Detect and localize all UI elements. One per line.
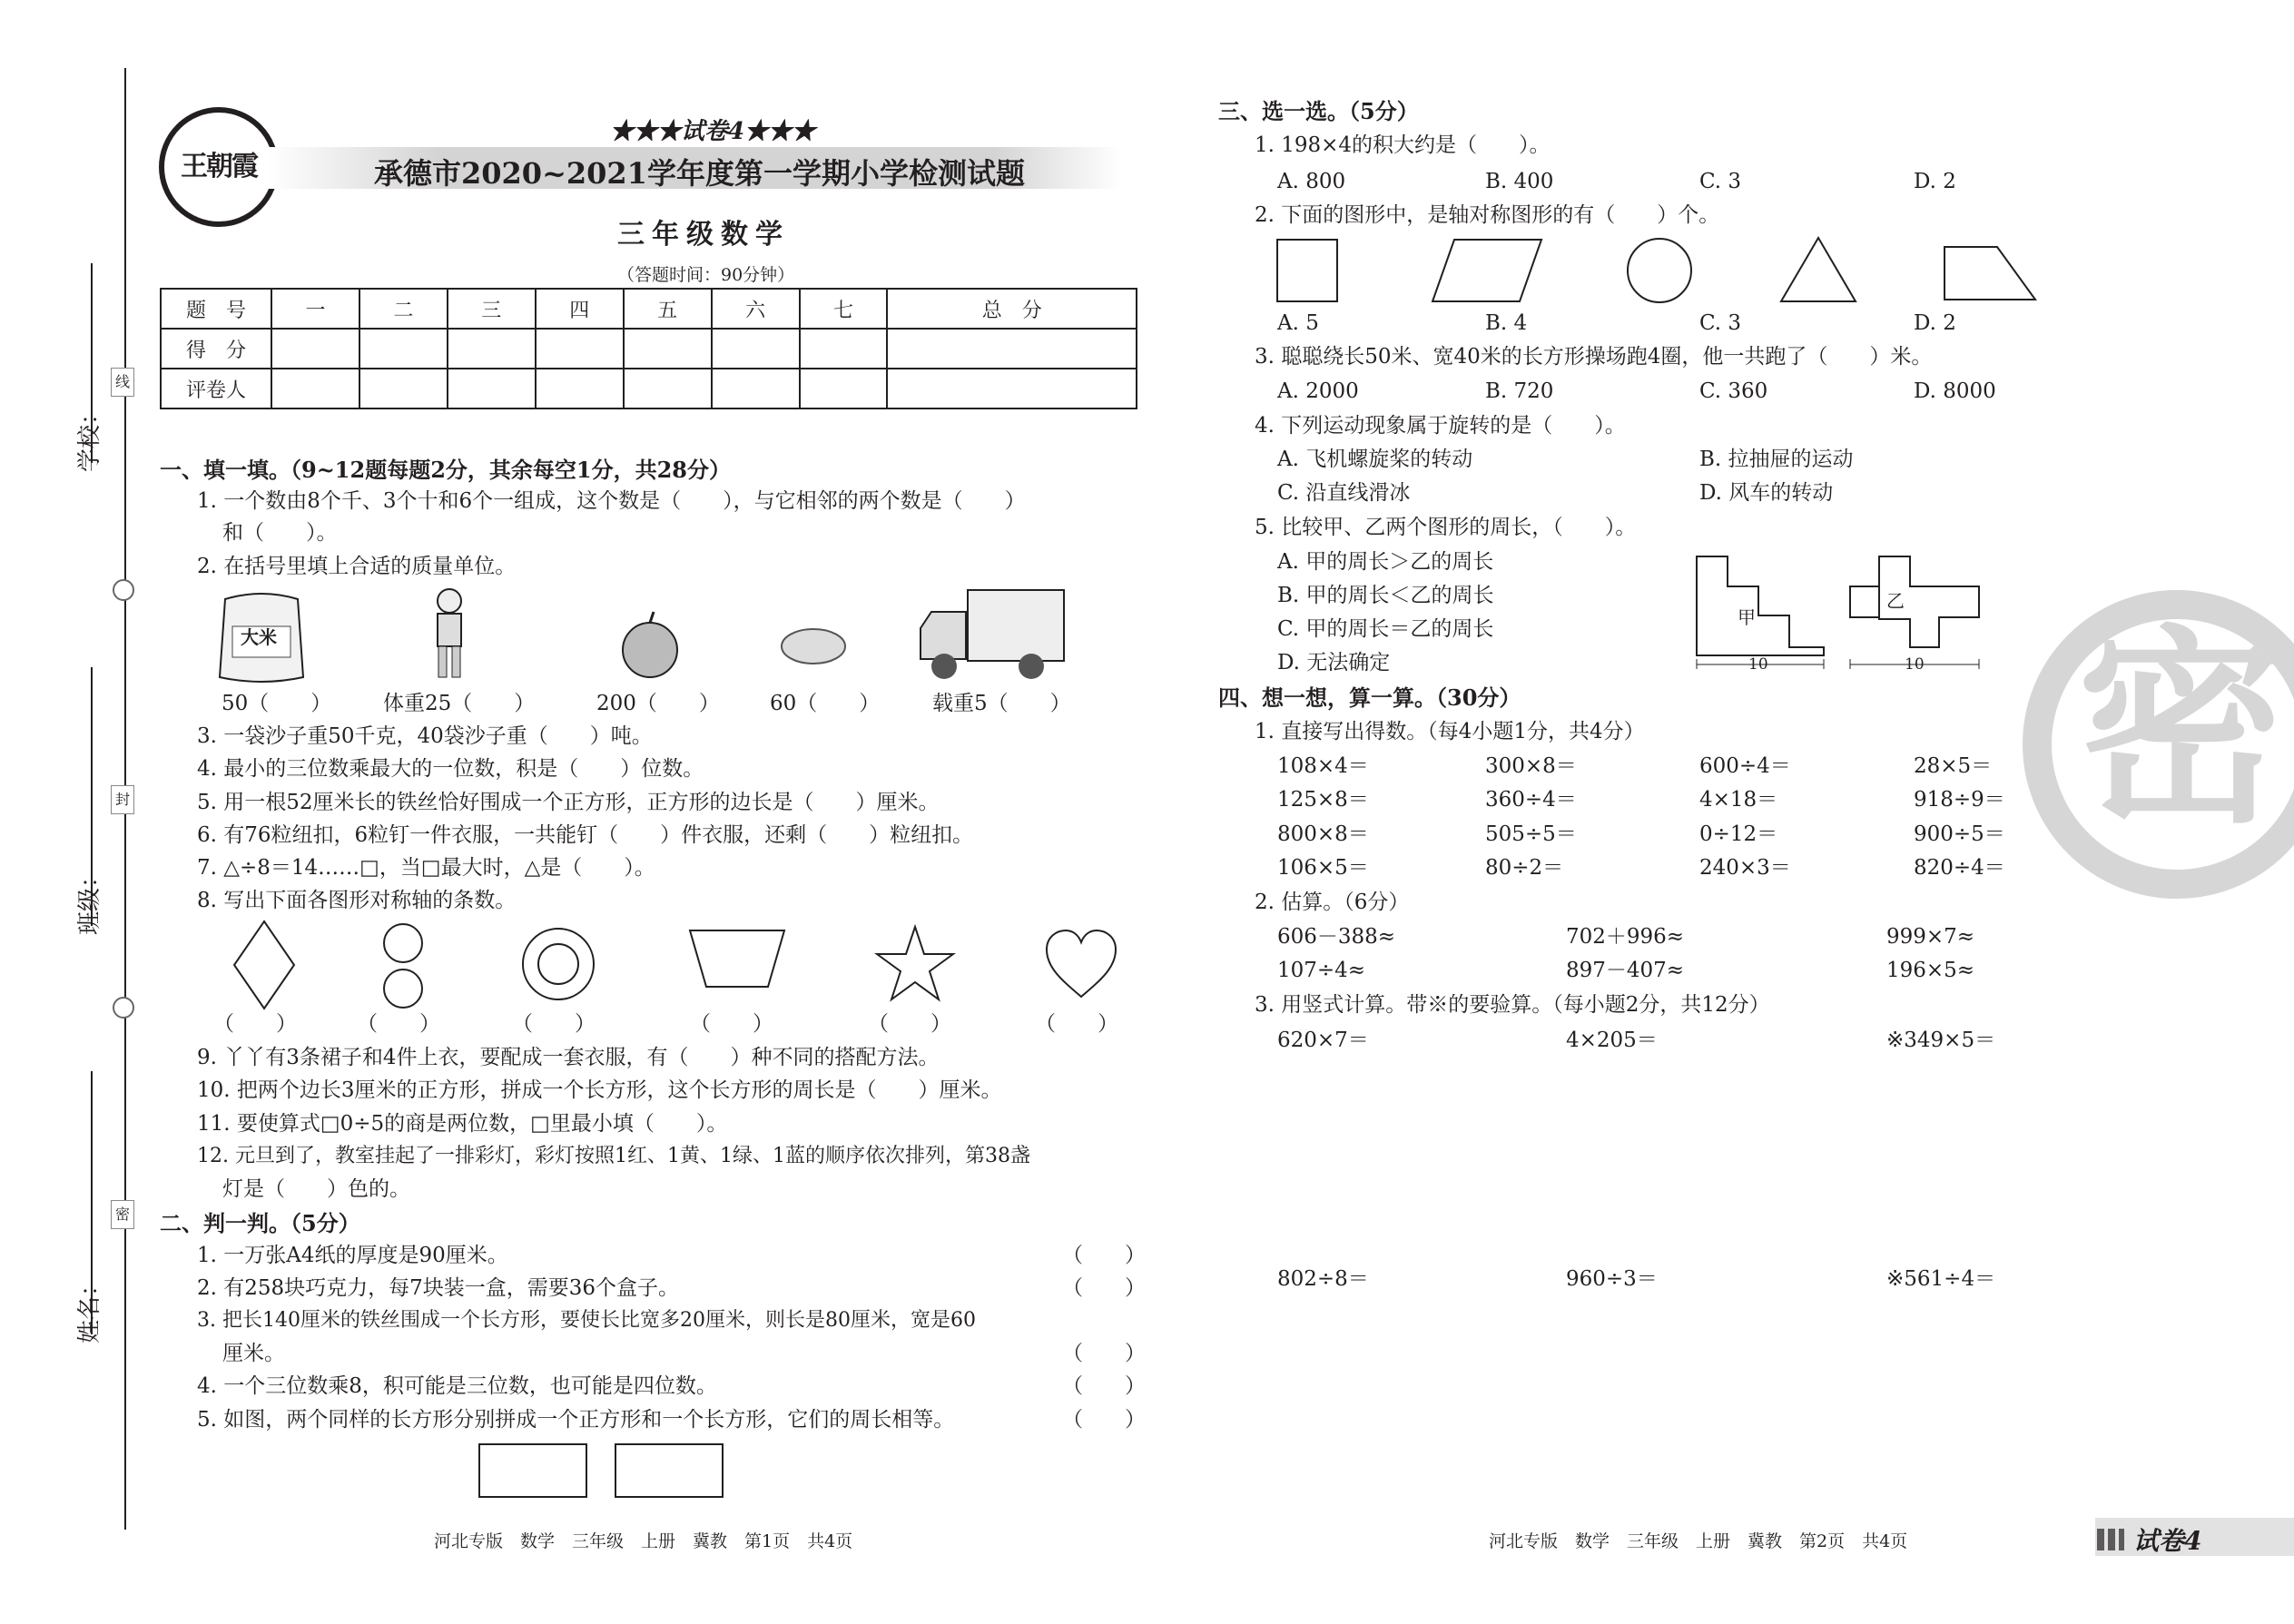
rhombus-shape — [232, 920, 296, 1010]
score-table — [160, 288, 1137, 409]
square-shape — [1275, 238, 1339, 303]
grader-cell[interactable] — [536, 369, 624, 408]
figure-jia — [1694, 554, 1828, 670]
binding-mark-mi: 密 — [111, 1200, 134, 1229]
s2-q3a: 3. 把长140厘米的铁丝围成一个长方形，要使长比宽多20厘米，则长是80厘米，宽是60 — [197, 1309, 976, 1332]
score-cell[interactable] — [536, 329, 624, 369]
score-cell[interactable] — [712, 329, 800, 369]
figure-jia-label: 甲 — [1738, 606, 1756, 628]
grader-cell[interactable] — [887, 369, 1137, 408]
s4-p1-item: 360÷4＝ — [1485, 788, 1577, 812]
score-header-cell: 五 — [624, 289, 712, 329]
s3-q1-opt[interactable]: A. 800 — [1277, 170, 1346, 193]
score-header-cell: 题 号 — [161, 289, 271, 329]
s3-q1-opt[interactable]: D. 2 — [1914, 170, 1956, 193]
s4-p2-item: 897－407≈ — [1566, 959, 1685, 982]
s4-p1-item: 108×4＝ — [1277, 754, 1369, 778]
apple-image — [617, 610, 683, 679]
s3-q4-opt[interactable]: A. 飞机螺旋桨的转动 — [1277, 448, 1473, 471]
s1-q2: 2. 在括号里填上合适的质量单位。 — [197, 555, 517, 578]
s1-q4: 4. 最小的三位数乘最大的一位数，积是（ ）位数。 — [197, 757, 704, 781]
right-trapezoid-shape — [1943, 245, 2037, 301]
s4-p1-item: 4×18＝ — [1699, 788, 1778, 812]
parallelogram-shape — [1431, 238, 1543, 303]
s4-p1-item: 125×8＝ — [1277, 788, 1369, 812]
footer-tag: 试卷4 — [2133, 1526, 2202, 1556]
s3-q2-opt[interactable]: B. 4 — [1485, 311, 1528, 335]
score-header-cell: 总 分 — [887, 289, 1137, 329]
s1-q12b: 灯是（ ）色的。 — [222, 1177, 410, 1201]
s4-p3-item: 802÷8＝ — [1277, 1267, 1369, 1291]
s4-p3-item: 4×205＝ — [1566, 1029, 1658, 1052]
s4-p1-item: 600÷4＝ — [1699, 754, 1791, 778]
grader-cell[interactable] — [800, 369, 888, 408]
logo-badge — [159, 107, 279, 227]
binding-hole — [113, 997, 134, 1019]
grader-row-label: 评卷人 — [161, 369, 271, 408]
s1-q2-item: 体重25（ ） — [383, 692, 536, 715]
s1-q8-blank[interactable]: （ ） — [357, 1012, 440, 1036]
s2-rect-figure — [478, 1443, 587, 1498]
score-row-label: 得 分 — [161, 329, 271, 369]
s3-q2-opt[interactable]: A. 5 — [1277, 311, 1319, 335]
score-cell[interactable] — [448, 329, 536, 369]
s4-p1: 1. 直接写出得数。（每4小题1分，共4分） — [1255, 720, 1645, 743]
secret-seal-watermark — [2023, 590, 2294, 899]
score-cell[interactable] — [887, 329, 1137, 369]
binding-hole — [113, 579, 134, 601]
figure-jia-dim: 10 — [1748, 655, 1768, 674]
s1-q2-item: 60（ ） — [770, 692, 881, 715]
score-header-cell: 六 — [712, 289, 800, 329]
s2-bracket[interactable]: （ ） — [1062, 1276, 1146, 1300]
s4-p1-item: 505÷5＝ — [1485, 822, 1577, 846]
s4-p2-item: 107÷4≈ — [1277, 959, 1366, 982]
s4-p1-item: 820÷4＝ — [1914, 856, 2005, 880]
s4-p3-item: 620×7＝ — [1277, 1029, 1369, 1052]
section2-title: 二、判一判。（5分） — [160, 1210, 360, 1236]
truck-image — [917, 588, 1068, 683]
grader-cell[interactable] — [271, 369, 359, 408]
s1-q11: 11. 要使算式□0÷5的商是两位数，□里最小填（ ）。 — [197, 1112, 728, 1136]
s3-q2-opt[interactable]: D. 2 — [1914, 311, 1956, 335]
s2-q4: 4. 一个三位数乘8，积可能是三位数，也可能是四位数。 — [197, 1374, 717, 1398]
s2-q1: 1. 一万张A4纸的厚度是90厘米。 — [197, 1244, 508, 1267]
s3-q4-opt[interactable]: C. 沿直线滑冰 — [1277, 481, 1411, 505]
s4-p2-item: 702＋996≈ — [1566, 925, 1685, 949]
s3-q4: 4. 下列运动现象属于旋转的是（ ）。 — [1255, 414, 1626, 438]
footer-tag-dots — [2097, 1529, 2124, 1550]
double-circle-shape — [382, 920, 424, 1014]
figure-yi-dim: 10 — [1905, 655, 1925, 674]
s4-p1-item: 300×8＝ — [1485, 754, 1577, 778]
binding-mark-feng: 封 — [111, 785, 134, 814]
class-blank — [91, 667, 93, 926]
s1-q9: 9. 丫丫有3条裙子和4件上衣，要配成一套衣服，有（ ）种不同的搭配方法。 — [197, 1046, 940, 1069]
grader-cell[interactable] — [712, 369, 800, 408]
name-label: 姓名： — [76, 1272, 103, 1343]
s2-q5: 5. 如图，两个同样的长方形分别拼成一个正方形和一个长方形，它们的周长相等。 — [197, 1408, 955, 1432]
subject-title: 三年级数学 — [617, 219, 790, 251]
s4-p2-item: 196×5≈ — [1886, 959, 1975, 982]
s1-q8-blank[interactable]: （ ） — [1035, 1012, 1118, 1036]
s1-q8-blank[interactable]: （ ） — [512, 1012, 596, 1036]
s3-q1-opt[interactable]: C. 3 — [1699, 170, 1742, 193]
s4-p1-item: 106×5＝ — [1277, 856, 1369, 880]
egg-image — [779, 626, 848, 666]
s1-q1b: 和（ ）。 — [222, 521, 338, 545]
score-cell[interactable] — [800, 329, 888, 369]
figure-yi-label: 乙 — [1886, 590, 1905, 612]
binding-mark-xian: 线 — [111, 368, 134, 397]
s3-q3-opt[interactable]: B. 720 — [1485, 379, 1554, 403]
s4-p1-item: 28×5＝ — [1914, 754, 1993, 778]
s2-bracket[interactable]: （ ） — [1062, 1374, 1146, 1398]
s2-bracket[interactable]: （ ） — [1062, 1244, 1146, 1267]
s4-p3-item: ※561÷4＝ — [1886, 1267, 1996, 1291]
s1-q10: 10. 把两个边长3厘米的正方形，拼成一个长方形，这个长方形的周长是（ ）厘米。 — [197, 1078, 1002, 1102]
score-header-cell: 一 — [271, 289, 359, 329]
footer-right: 河北专版 数学 三年级 上册 冀教 第2页 共4页 — [1489, 1531, 1908, 1551]
score-header-row — [161, 289, 1137, 329]
s4-p2: 2. 估算。（6分） — [1255, 891, 1410, 914]
boy-image — [427, 586, 472, 683]
s1-q3: 3. 一袋沙子重50千克，40袋沙子重（ ）吨。 — [197, 724, 653, 748]
section4-title: 四、想一想，算一算。（30分） — [1218, 684, 1521, 711]
s3-q5: 5. 比较甲、乙两个图形的周长，（ ）。 — [1255, 516, 1637, 539]
name-blank — [91, 1071, 93, 1334]
s1-q8-blank[interactable]: （ ） — [868, 1012, 951, 1036]
s1-q2-item: 200（ ） — [596, 692, 720, 715]
score-cell[interactable] — [624, 329, 712, 369]
exam-badge: ★★★试卷4★★★ — [610, 118, 816, 145]
school-label: 学校： — [76, 400, 103, 472]
section3-title: 三、选一选。（5分） — [1218, 98, 1419, 124]
s4-p2-item: 606－388≈ — [1277, 925, 1396, 949]
s3-q5-opt[interactable]: B. 甲的周长＜乙的周长 — [1277, 584, 1494, 607]
s4-p1-item: 0÷12＝ — [1699, 822, 1778, 846]
trapezoid-shape — [688, 929, 786, 989]
score-header-cell: 四 — [536, 289, 624, 329]
s1-q5: 5. 用一根52厘米长的铁丝恰好围成一个正方形，正方形的边长是（ ）厘米。 — [197, 791, 940, 814]
s3-q5-opt[interactable]: A. 甲的周长＞乙的周长 — [1277, 550, 1494, 574]
s4-p1-item: 918÷9＝ — [1914, 788, 2005, 812]
score-cell[interactable] — [359, 329, 448, 369]
score-header-cell: 二 — [359, 289, 448, 329]
circle-shape — [1626, 237, 1693, 304]
class-label: 班级： — [76, 863, 103, 935]
rice-label: 大米 — [241, 626, 277, 648]
grader-cell[interactable] — [448, 369, 536, 408]
heart-shape — [1044, 928, 1118, 1000]
s3-q3: 3. 聪聪绕长50米、宽40米的长方形操场跑4圈，他一共跑了（ ）米。 — [1255, 345, 1933, 369]
s4-p2-item: 999×7≈ — [1886, 925, 1975, 949]
s3-q4-opt[interactable]: D. 风车的转动 — [1699, 481, 1834, 505]
s4-p1-item: 800×8＝ — [1277, 822, 1369, 846]
s1-q2-item: 50（ ） — [222, 692, 332, 715]
s2-rect-figure — [615, 1443, 724, 1498]
time-note: （答题时间：90分钟） — [617, 265, 795, 285]
s1-q6: 6. 有76粒纽扣，6粒钉一件衣服，一共能钉（ ）件衣服，还剩（ ）粒纽扣。 — [197, 823, 974, 847]
star-shape — [874, 924, 956, 1002]
s2-bracket[interactable]: （ ） — [1062, 1408, 1146, 1432]
s3-q2: 2. 下面的图形中，是轴对称图形的有（ ）个。 — [1255, 203, 1720, 227]
s3-q1: 1. 198×4的积大约是（ ）。 — [1255, 133, 1551, 157]
s1-q12a: 12. 元旦到了，教室挂起了一排彩灯，彩灯按照1红、1黄、1绿、1蓝的顺序依次排列，第38盏 — [197, 1145, 1030, 1167]
figure-yi — [1846, 554, 1983, 670]
s3-q3-opt[interactable]: A. 2000 — [1277, 379, 1359, 403]
s4-p3: 3. 用竖式计算。带※的要验算。（每小题2分，共12分） — [1255, 993, 1770, 1017]
s3-q5-opt[interactable]: D. 无法确定 — [1277, 651, 1391, 674]
s2-bracket[interactable]: （ ） — [1062, 1342, 1146, 1365]
s1-q7: 7. △÷8＝14……□，当□最大时，△是（ ）。 — [197, 856, 655, 880]
footer-left: 河北专版 数学 三年级 上册 冀教 第1页 共4页 — [434, 1531, 853, 1551]
s4-p1-item: 240×3＝ — [1699, 856, 1791, 880]
s1-q8-blank[interactable]: （ ） — [213, 1012, 297, 1036]
s4-p1-item: 900÷5＝ — [1914, 822, 2005, 846]
section1-title: 一、填一填。（9~12题每题2分，其余每空1分，共28分） — [160, 457, 732, 483]
ring-shape — [520, 926, 596, 1002]
score-header-cell: 三 — [448, 289, 536, 329]
s3-q3-opt[interactable]: D. 8000 — [1914, 379, 1996, 403]
logo-text: 王朝霞 — [181, 151, 257, 182]
s3-q4-opt[interactable]: B. 拉抽屉的运动 — [1699, 448, 1854, 471]
score-header-cell: 七 — [800, 289, 888, 329]
exam-title: 承德市2020~2021学年度第一学期小学检测试题 — [374, 156, 1025, 191]
grader-cell[interactable] — [359, 369, 448, 408]
s1-q2-item: 载重5（ ） — [932, 692, 1071, 715]
s4-p3-item: ※349×5＝ — [1886, 1029, 1996, 1052]
triangle-shape — [1779, 236, 1857, 303]
s4-p1-item: 80÷2＝ — [1485, 856, 1564, 880]
s1-q8-blank[interactable]: （ ） — [690, 1012, 773, 1036]
score-row — [161, 329, 1137, 369]
grader-row — [161, 369, 1137, 408]
s3-q2-opt[interactable]: C. 3 — [1699, 311, 1742, 335]
grader-cell[interactable] — [624, 369, 712, 408]
s2-q3b: 厘米。 — [222, 1342, 285, 1365]
s1-q1a: 1. 一个数由8个千、3个十和6个一组成，这个数是（ ），与它相邻的两个数是（ ） — [197, 489, 1026, 513]
s4-p3-item: 960÷3＝ — [1566, 1267, 1658, 1291]
score-cell[interactable] — [271, 329, 359, 369]
s3-q1-opt[interactable]: B. 400 — [1485, 170, 1554, 193]
s3-q5-opt[interactable]: C. 甲的周长＝乙的周长 — [1277, 617, 1494, 641]
seal-text: 密 — [2077, 606, 2287, 851]
s2-q2: 2. 有258块巧克力，每7块装一盒，需要36个盒子。 — [197, 1276, 680, 1300]
s3-q3-opt[interactable]: C. 360 — [1699, 379, 1768, 403]
school-blank — [91, 263, 93, 463]
s1-q8: 8. 写出下面各图形对称轴的条数。 — [197, 889, 517, 912]
